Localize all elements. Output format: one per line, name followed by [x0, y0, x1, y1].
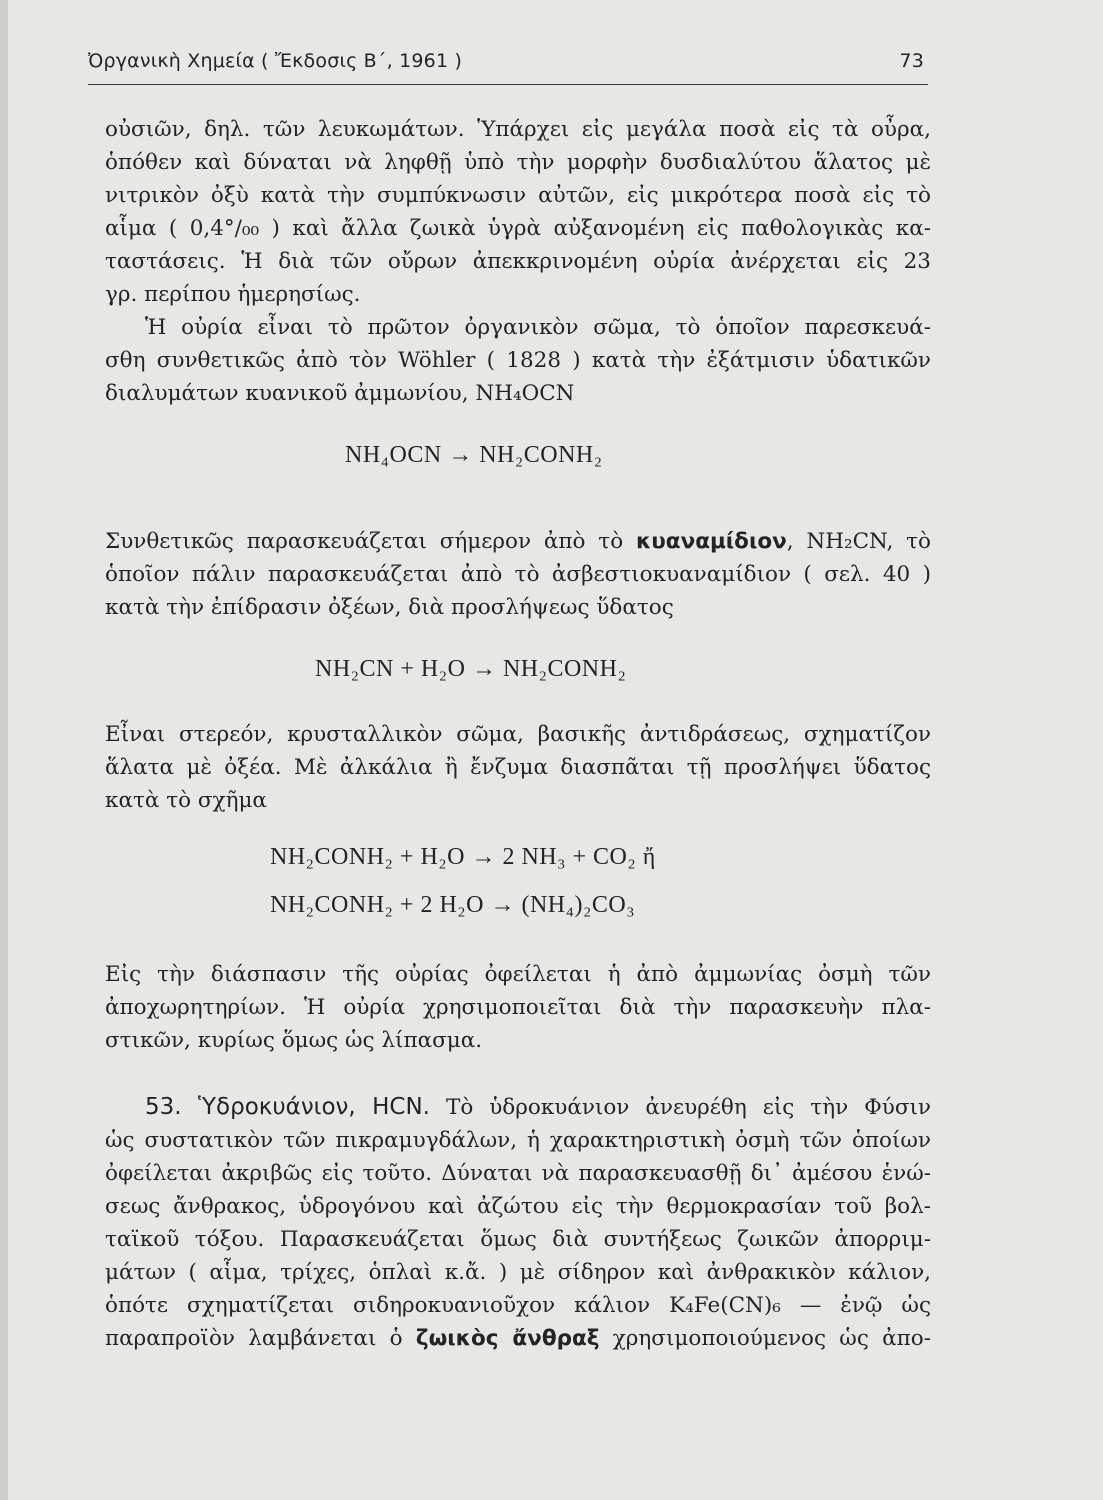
text-line: ὡς συστατικὸν τῶν πικραμυγδάλων, ἡ χαρακτηριστικὴ ὀσμὴ τῶν ὁποίων [105, 1128, 931, 1153]
equation-hydrolysis-1: NH₂CONH₂ + H₂O → 2 NH₃ + CO₂ ἤ [270, 844, 656, 870]
bold-term: ζωικὸς ἄνθραξ [415, 1326, 600, 1351]
header-title: Ὀργανικὴ Χημεία ( Ἔκδοσις Β΄, 1961 ) [88, 50, 463, 72]
equation-cyanamide: NH₂CN + H₂O → NH₂CONH₂ [315, 656, 627, 682]
text-line: διαλυμάτων κυανικοῦ ἀμμωνίου, NH₄OCN [105, 381, 575, 406]
page-edge [0, 0, 8, 1500]
text-line: Εἰς τὴν διάσπασιν τῆς οὐρίας ὀφείλεται ἡ ἀπὸ ἀμμωνίας ὀσμὴ τῶν [105, 962, 931, 987]
section-53-first-line [145, 1091, 931, 1124]
text-line: ὁπότε σχηματίζεται σιδηροκυανιοῦχον κάλιον K₄Fe(CN)₆ — ἐνῷ ὡς [105, 1293, 931, 1318]
text-line: σθη συνθετικῶς ἀπὸ τὸν Wöhler ( 1828 ) κατὰ τὴν ἐξάτμισιν ὑδατικῶν [105, 348, 931, 373]
text-line: μάτων ( αἷμα, τρίχες, ὁπλαὶ κ.ἄ. ) μὲ σίδηρον καὶ ἀνθρακικὸν κάλιον, [105, 1260, 931, 1285]
text-span: Τὸ ὑδροκυάνιον ἀνευρέθη εἰς τὴν Φύσιν [445, 1095, 931, 1120]
text-line: κατὰ τὸ σχῆμα [105, 788, 267, 813]
text-line: ὁποῖον πάλιν παρασκευάζεται ἀπὸ τὸ ἀσβεστιοκυαναμίδιον ( σελ. 40 ) [105, 562, 931, 587]
text-line: κατὰ τὴν ἐπίδρασιν ὀξέων, διὰ προσλήψεως ὕδατος [105, 595, 674, 620]
equation-urea-wohler: NH₄OCN → NH₂CONH₂ [345, 442, 603, 468]
text-span: , NH₂CN, τὸ [786, 529, 931, 554]
text-line: Ἡ οὐρία εἶναι τὸ πρῶτον ὀργανικὸν σῶμα, τὸ ὁποῖον παρεσκευά- [145, 315, 931, 340]
text-span: χρησιμοποιούμενος ὡς ἀπο- [612, 1326, 932, 1351]
text-line: ταστάσεις. Ἡ διὰ τῶν οὔρων ἀπεκκρινομένη οὐρία ἀνέρχεται εἰς 23 [105, 249, 931, 274]
page-number: 73 [899, 50, 924, 72]
text-line: ἅλατα μὲ ὀξέα. Μὲ ἀλκάλια ἢ ἔνζυμα διασπᾶται τῇ προσλήψει ὕδατος [105, 755, 931, 780]
text-line: αἷμα ( 0,4°/₀₀ ) καὶ ἄλλα ζωικὰ ὑγρὰ αὐξανομένη εἰς παθολογικὰς κα- [105, 216, 931, 241]
text-span: παραπροϊὸν λαμβάνεται ὁ [105, 1326, 403, 1351]
text-line: ὀφείλεται ἀκριβῶς εἰς τοῦτο. Δύναται νὰ παρασκευασθῇ δι᾽ ἀμέσου ἑνώ- [105, 1161, 931, 1186]
text-line: σεως ἄνθρακος, ὑδρογόνου καὶ ἀζώτου εἰς τὴν θερμοκρασίαν τοῦ βολ- [105, 1194, 931, 1219]
bold-term: κυαναμίδιον [636, 529, 787, 554]
text-line: ὁπόθεν καὶ δύναται νὰ ληφθῇ ὑπὸ τὴν μορφὴν δυσδιαλύτου ἅλατος μὲ [105, 150, 931, 175]
text-line: οὐσιῶν, δηλ. τῶν λευκωμάτων. Ὑπάρχει εἰς μεγάλα ποσὰ εἰς τὰ οὖρα, [105, 117, 931, 142]
text-span: Συνθετικῶς παρασκευάζεται σήμερον ἀπὸ τὸ [105, 529, 624, 554]
section-heading: 53. Ὑδροκυάνιον, HCN. [145, 1094, 430, 1120]
equation-hydrolysis-2: NH₂CONH₂ + 2 H₂O → (NH₄)₂CO₃ [270, 892, 636, 918]
text-line [105, 1322, 931, 1355]
text-line: στικῶν, κυρίως ὅμως ὡς λίπασμα. [105, 1028, 483, 1053]
text-line: νιτρικὸν ὀξὺ κατὰ τὴν συμπύκνωσιν αὐτῶν, εἰς μικρότερα ποσὰ εἰς τὸ [105, 183, 931, 208]
text-line [105, 525, 931, 558]
text-line: γρ. περίπου ἡμερησίως. [105, 282, 361, 307]
running-header [88, 48, 928, 85]
text-line: ἀποχωρητηρίων. Ἡ οὐρία χρησιμοποιεῖται διὰ τὴν παρασκευὴν πλα- [105, 995, 931, 1020]
text-line: ταϊκοῦ τόξου. Παρασκευάζεται ὅμως διὰ συντήξεως ζωικῶν ἀπορριμ- [105, 1227, 931, 1252]
text-line: Εἶναι στερεόν, κρυσταλλικὸν σῶμα, βασικῆς ἀντιδράσεως, σχηματίζον [105, 722, 931, 747]
